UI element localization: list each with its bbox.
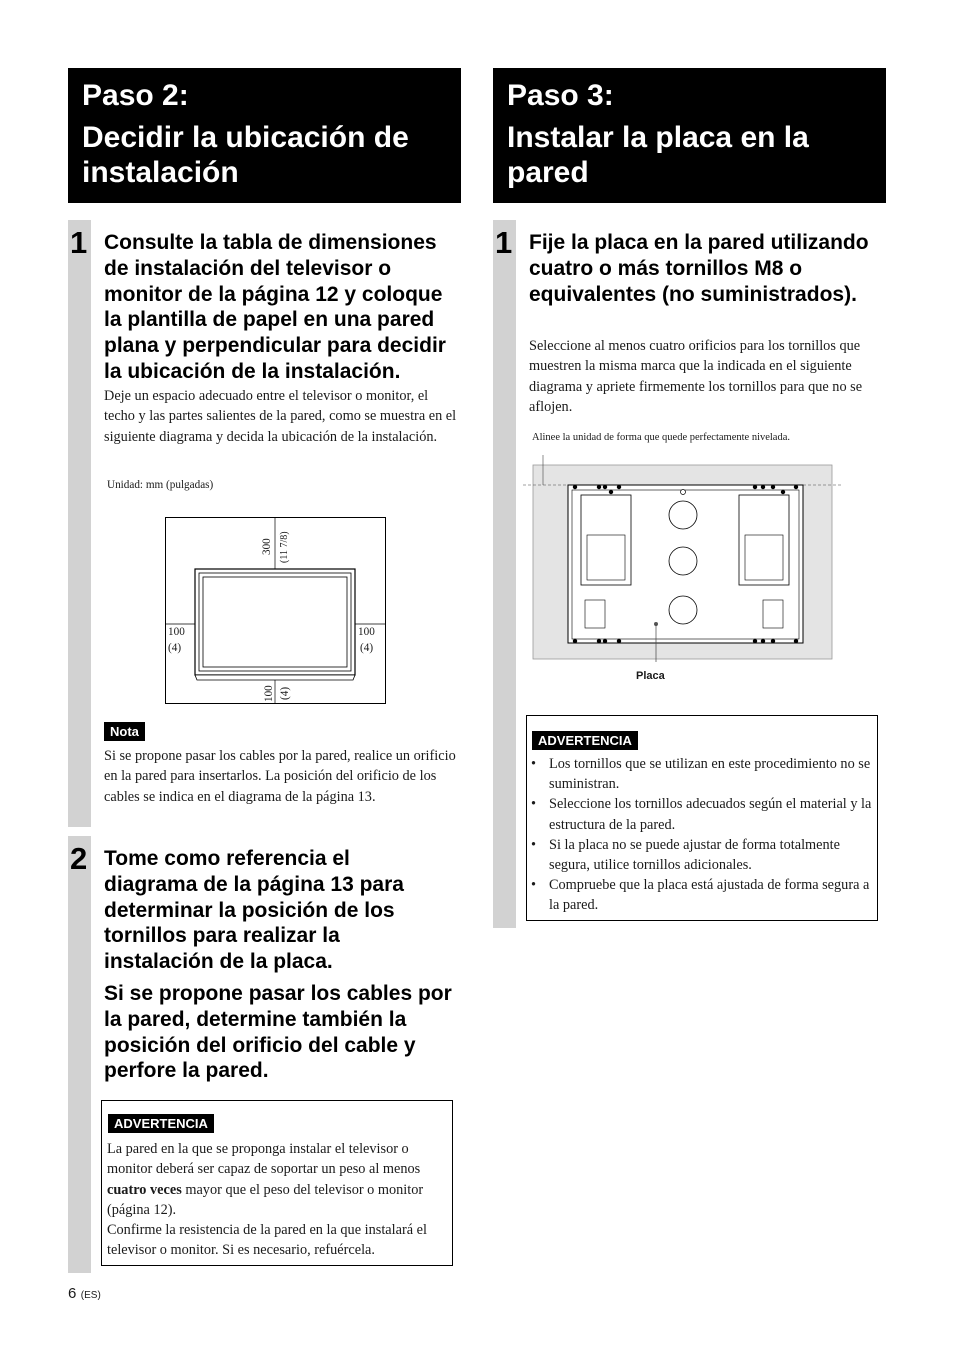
- step1-right-bar: [493, 220, 516, 928]
- paso2-title: Paso 2:: [82, 79, 189, 112]
- nota-text: Si se propone pasar los cables por la pared, realice un orificio en la pared para insertarlos. La posición del orificio de los cables se indica en el diagrama de la página 13.: [104, 748, 456, 805]
- step2-left-number: 2: [70, 841, 88, 876]
- left-warning-text: [107, 1139, 449, 1261]
- dim-right-mm: 100: [358, 626, 375, 638]
- unit-note: Unidad: mm (pulgadas): [107, 479, 214, 491]
- step2-heading-1: Tome como referencia el diagrama de la página 13 para determinar la posición de los tornillos para realizar la instalación de la placa.: [104, 847, 404, 974]
- left-warning-part2: mayor que el peso del televisor o monitor (página 12).: [107, 1181, 424, 1218]
- tv-body: [195, 569, 355, 675]
- dim-left-in: (4): [168, 642, 182, 654]
- left-warning-bold: cuatro veces: [107, 1181, 182, 1198]
- step1-left-number: 1: [70, 225, 88, 260]
- tv-clearance-diagram: [165, 517, 386, 704]
- step1-right-number: 1: [495, 225, 513, 260]
- paso3-banner: [493, 68, 886, 203]
- dim-bottom-in: (4): [279, 686, 291, 700]
- plate-screw-top: [681, 490, 686, 495]
- dim-top-in: (11 7/8): [279, 531, 290, 563]
- step1-left-heading: Consulte la tabla de dimensiones de instalación del televisor o monitor de la página 12 y coloque la plantilla de papel en una pared plana y perpendicular para decidir la ubicación de la instalación.: [104, 231, 446, 383]
- left-warning-box: [101, 1100, 453, 1266]
- step1-left-body: Deje un espacio adecuado entre el televisor o monitor, el techo y las partes salientes de la pared, como se muestra en el siguiente diagrama y decida la ubicación de la instalación.: [104, 388, 457, 445]
- dim-right-in: (4): [360, 642, 374, 654]
- plate-hole-1: [669, 501, 697, 529]
- left-warning-part1: La pared en la que se proponga instalar el televisor o monitor deberá ser capaz de soportar un peso al menos: [107, 1141, 421, 1178]
- step2-heading-2: Si se propone pasar los cables por la pared, determine también la posición del orificio del cable y perfore la pared.: [104, 982, 452, 1083]
- right-warning-label: ADVERTENCIA: [532, 731, 638, 750]
- left-warning-part3: Confirme la resistencia de la pared en la que instalará el televisor o monitor. Si es necesario, refuércela.: [107, 1222, 427, 1259]
- right-warning-list: [527, 754, 873, 916]
- dim-left-mm: 100: [168, 626, 185, 638]
- paso3-title: Paso 3:: [507, 79, 614, 112]
- step1-left-bar: [68, 220, 91, 827]
- paso2-banner: [68, 68, 461, 203]
- step1-right-body: Seleccione al menos cuatro orificios para los tornillos que muestren la misma marca que la indicada en el siguiente diagrama y apriete firmemente los tornillos para que no se aflojen.: [529, 338, 863, 415]
- warning-item-4: • Compruebe que la placa está ajustada de forma segura a la pared.: [527, 875, 873, 915]
- right-bracket-base: [763, 600, 783, 628]
- step1-right-heading: Fije la placa en la pared utilizando cuatro o más tornillos M8 o equivalentes (no suministrados).: [529, 231, 869, 306]
- left-bracket-inner: [587, 535, 625, 580]
- right-warning-box: [526, 715, 878, 921]
- paso3-subtitle: Instalar la placa en la pared: [507, 121, 809, 189]
- dim-top-mm: 300: [261, 538, 273, 555]
- plate-hole-2: [669, 547, 697, 575]
- page-footer: [68, 1285, 101, 1303]
- dim-bottom-mm: 100: [263, 685, 275, 702]
- warning-item-3: • Si la placa no se puede ajustar de forma totalmente segura, utilice tornillos adicionales.: [527, 835, 873, 875]
- warning-item-2: • Seleccione los tornillos adecuados según el material y la estructura de la pared.: [527, 794, 873, 834]
- step2-left-bar: [68, 836, 91, 1273]
- left-bracket-base: [585, 600, 605, 628]
- plate-label: Placa: [636, 670, 665, 682]
- tv-base: [195, 675, 355, 680]
- page-language: (ES): [80, 1290, 101, 1301]
- plate-hole-3: [669, 596, 697, 624]
- nota-label: Nota: [104, 722, 145, 741]
- level-caption: Alinee la unidad de forma que quede perfectamente nivelada.: [532, 432, 791, 443]
- page-number: 6: [68, 1285, 77, 1302]
- right-bracket-inner: [745, 535, 783, 580]
- paso2-subtitle: Decidir la ubicación de instalación: [82, 121, 409, 189]
- warning-item-1: • Los tornillos que se utilizan en este procedimiento no se suministran.: [527, 754, 873, 794]
- wall-plate-diagram: [523, 450, 843, 662]
- left-warning-label: ADVERTENCIA: [108, 1114, 214, 1133]
